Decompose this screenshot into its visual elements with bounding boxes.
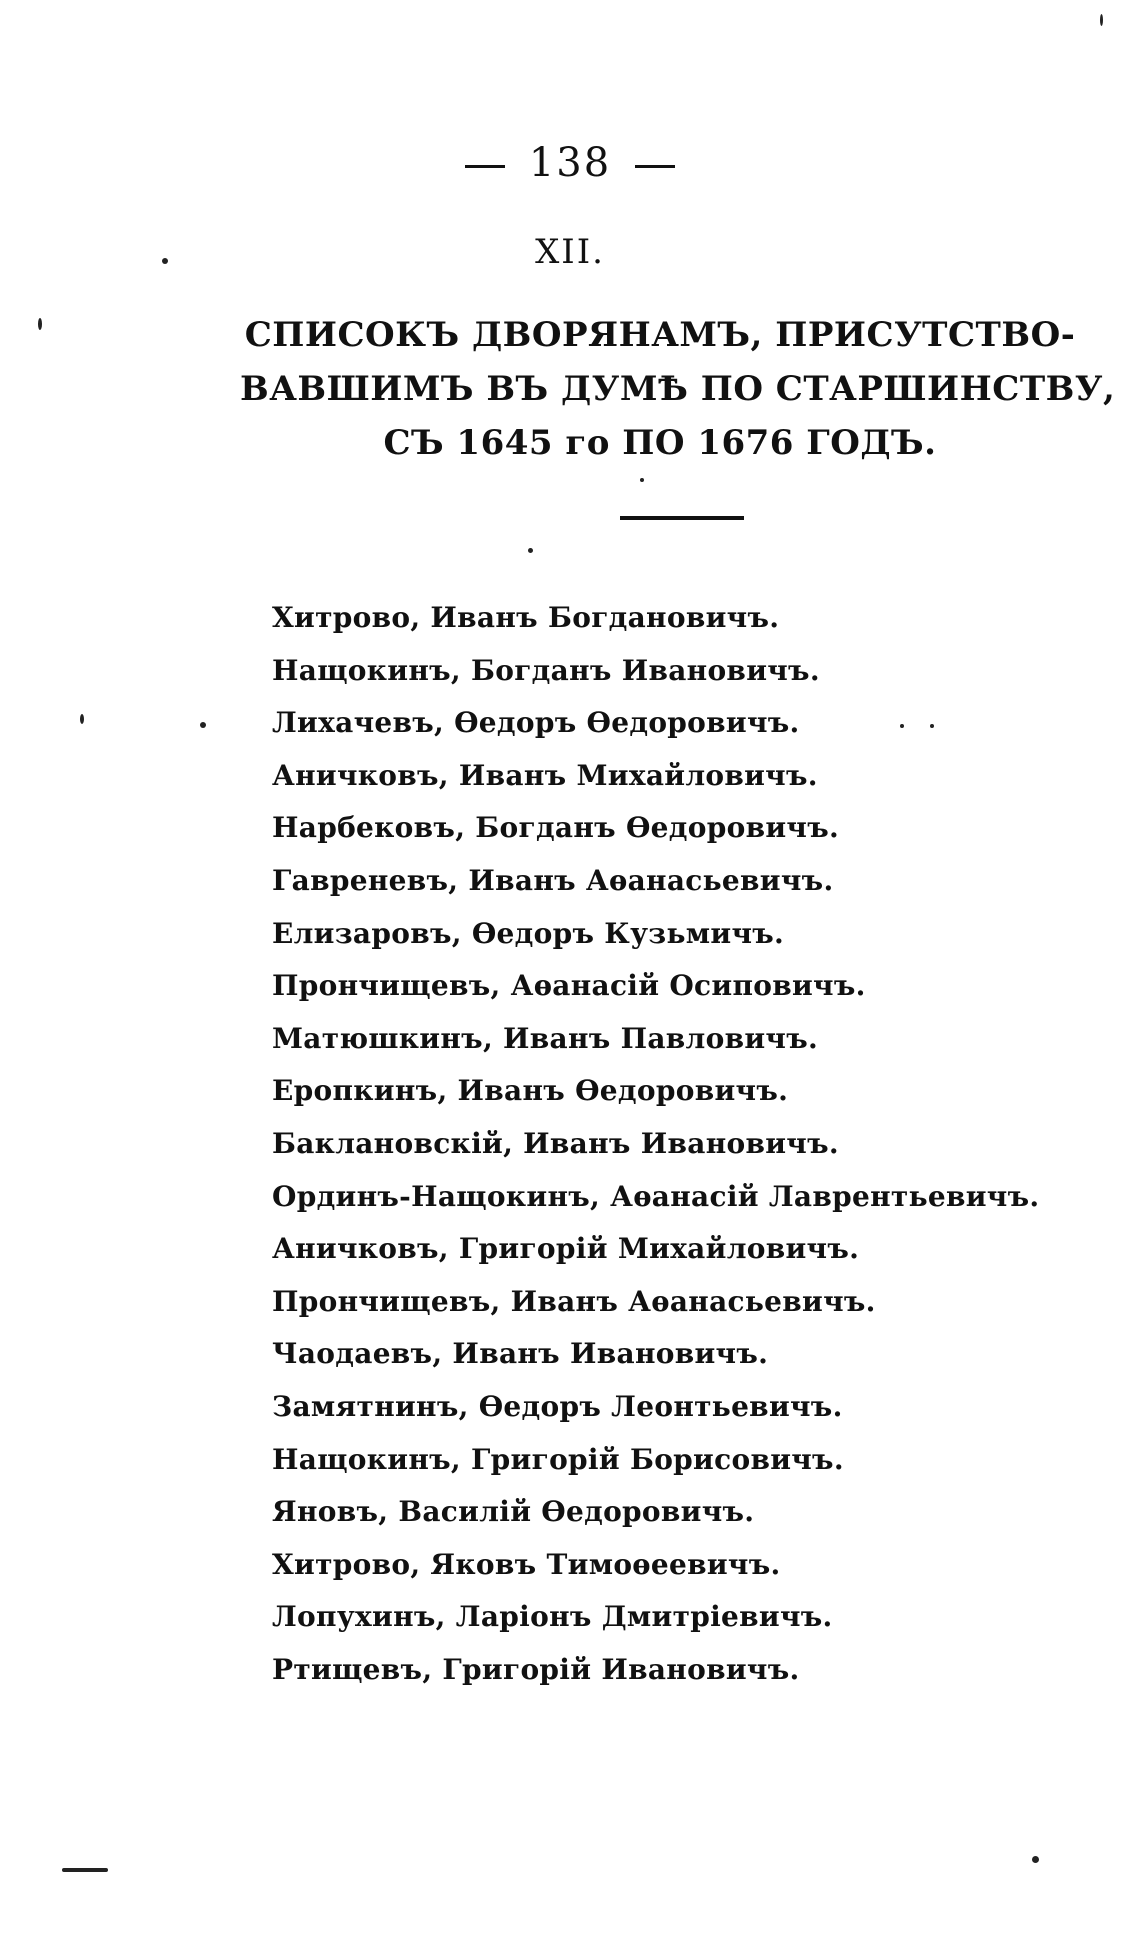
page-number: 138 [528,140,612,186]
list-item: Прончищевъ, Аѳанасій Осиповичъ. [272,969,866,1003]
list-item: Елизаровъ, Ѳедоръ Кузьмичъ. [272,916,785,950]
scan-speck [528,548,533,553]
left-dash [465,165,505,168]
right-dash [635,165,675,168]
list-item: Нащокинъ, Богданъ Ивановичъ. [272,653,820,687]
scan-speck [80,714,84,724]
scan-speck [162,258,168,264]
list-item: Прончищевъ, Иванъ Аѳанасьевичъ. [272,1284,876,1318]
list-item: Замятнинъ, Ѳедоръ Леонтьевичъ. [272,1389,843,1423]
list-item: Баклановскій, Иванъ Ивановичъ. [272,1126,839,1160]
title-line: СПИСОКЪ ДВОРЯНАМЪ, ПРИСУТСТВО- [244,315,1076,355]
list-item: Чаодаевъ, Иванъ Ивановичъ. [272,1337,769,1371]
list-item: Нарбековъ, Богданъ Ѳедоровичъ. [272,811,840,845]
list-item: Лихачевъ, Ѳедоръ Ѳедоровичъ. [272,706,800,740]
scan-speck [200,722,206,728]
list-item: Ртищевъ, Григорій Ивановичъ. [272,1652,800,1686]
list-item: Гавреневъ, Иванъ Аѳанасьевичъ. [272,863,834,897]
list-item: Нащокинъ, Григорій Борисовичъ. [272,1442,844,1476]
scan-speck [1032,1856,1039,1863]
scan-mark [62,1868,108,1872]
list-item: Ординъ-Нащокинъ, Аѳанасій Лаврентьевичъ. [272,1179,1040,1213]
list-item: Матюшкинъ, Иванъ Павловичъ. [272,1021,819,1055]
list-item: Еропкинъ, Иванъ Ѳедоровичъ. [272,1074,789,1108]
list-item: Хитрово, Иванъ Богдановичъ. [272,601,780,634]
scan-speck [1100,14,1103,26]
list-item: Хитрово, Яковъ Тимоѳеевичъ. [272,1547,781,1581]
names-list [272,592,1092,1696]
list-item: Лопухинъ, Ларіонъ Дмитріевичъ. [272,1600,833,1634]
scan-speck [900,724,904,728]
scan-speck [640,478,644,482]
title-line: СЪ 1645 го ПО 1676 ГОДЪ. [383,423,937,463]
title-line: ВАВШИМЪ ВЪ ДУМѢ ПО СТАРШИНСТВУ, [240,369,1116,409]
section-number: XII. [535,232,605,272]
title-divider [620,516,744,520]
page-title [240,308,1116,470]
scan-speck [930,724,934,728]
list-item: Аничковъ, Иванъ Михайловичъ. [272,758,818,792]
list-item: Аничковъ, Григорій Михайловичъ. [272,1232,860,1266]
page-number-line [0,140,1140,186]
scan-speck [38,318,42,330]
list-item: Яновъ, Василій Ѳедоровичъ. [272,1495,755,1529]
